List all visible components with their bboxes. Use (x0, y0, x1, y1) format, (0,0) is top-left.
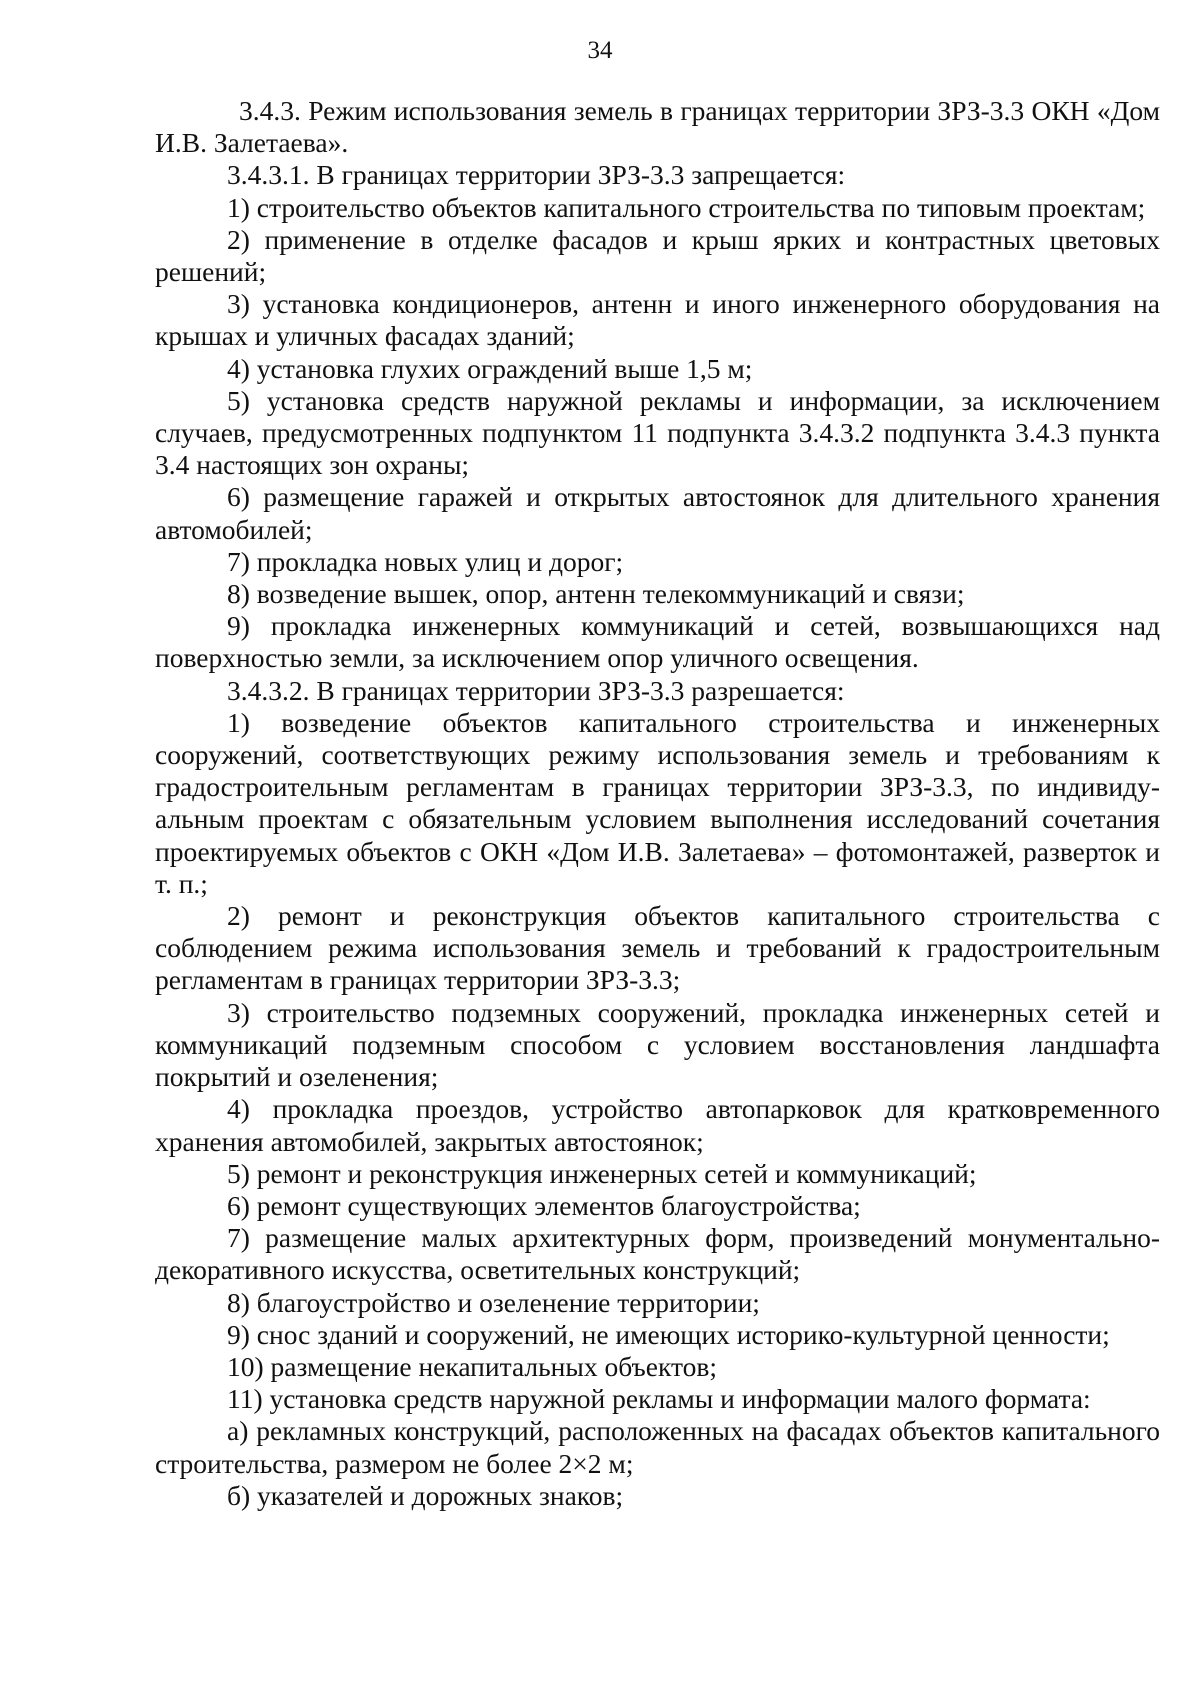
permitted-item-7: 7) размещение малых архитектурных форм, произведений монументально-декоративного искусства, осветительных конструкций; (155, 1222, 1160, 1286)
subsection-heading-prohibited: 3.4.3.1. В границах территории ЗРЗ-3.3 запрещается: (227, 159, 846, 191)
prohibited-item-3: 3) установка кондиционеров, антенн и иного инженерного оборудования на крышах и уличных фасадах зданий; (155, 288, 1160, 352)
subsection-heading-permitted: 3.4.3.2. В границах территории ЗРЗ-3.3 разрешается: (227, 674, 845, 706)
prohibited-item-9: 9) прокладка инженерных коммуникаций и сетей, возвышающихся над поверхностью земли, за исключением опор уличного освещения. (155, 610, 1160, 674)
permitted-item-1: 1) возведение объектов капитального строительства и инженерных сооружений, соответствующих режиму использования земель и требованиям к градостроительным регламентам в границах территории ЗРЗ-3.3, по индивидуальным проектам с обязательным условием выполнения исследований сочетания проектируемых объектов с ОКН «Дом И.В. Залетаева» – фотомонтажей, разверток и т. п.; (155, 706, 1160, 899)
section-heading-3-4-3: 3.4.3. Режим использования земель в границах территории ЗРЗ-3.3 ОКН «Дом И.В. Залетаева». (155, 95, 1160, 159)
permitted-item-11: 11) установка средств наружной рекламы и информации малого формата: (227, 1383, 1091, 1415)
permitted-item-4: 4) прокладка проездов, устройство автопарковок для кратковременного хранения автомобилей, закрытых автостоянок; (155, 1093, 1160, 1157)
permitted-item-3: 3) строительство подземных сооружений, прокладка инженерных сетей и коммуникаций подземным способом с условием восстановления ландшафта покрытий и озеленения; (155, 996, 1160, 1093)
prohibited-item-6: 6) размещение гаражей и открытых автостоянок для длительного хранения автомобилей; (155, 481, 1160, 545)
permitted-item-6: 6) ремонт существующих элементов благоустройства; (227, 1189, 861, 1221)
prohibited-item-2: 2) применение в отделке фасадов и крыш ярких и контрастных цветовых решений; (155, 223, 1160, 288)
permitted-item-5: 5) ремонт и реконструкция инженерных сетей и коммуникаций; (227, 1157, 977, 1189)
prohibited-item-5: 5) установка средств наружной рекламы и информации, за исключением случаев, предусмотренных подпунктом 11 подпункта 3.4.3.2 подпункта 3.4.3 пункта 3.4 настоящих зон охраны; (155, 384, 1160, 481)
prohibited-item-1: 1) строительство объектов капитального строительства по типовым проектам; (227, 191, 1146, 223)
prohibited-item-8: 8) возведение вышек, опор, антенн телекоммуникаций и связи; (227, 578, 965, 610)
prohibited-item-4: 4) установка глухих ограждений выше 1,5 м; (227, 352, 753, 384)
permitted-item-2: 2) ремонт и реконструкция объектов капитального строительства с соблюдением режима использования земель и требований к градостроительным регламентам в границах территории ЗРЗ-3.3; (155, 900, 1160, 996)
permitted-item-9: 9) снос зданий и сооружений, не имеющих историко-культурной ценности; (227, 1318, 1110, 1350)
page-number: 34 (587, 37, 613, 64)
document-body (155, 95, 1160, 1512)
permitted-item-11-a: а) рекламных конструкций, расположенных на фасадах объектов капитального строительства, размером не более 2×2 м; (155, 1415, 1160, 1479)
prohibited-item-7: 7) прокладка новых улиц и дорог; (227, 545, 624, 577)
permitted-item-10: 10) размещение некапитальных объектов; (227, 1350, 718, 1382)
permitted-item-8: 8) благоустройство и озеленение территории; (227, 1286, 760, 1318)
permitted-item-11-b: б) указателей и дорожных знаков; (227, 1479, 624, 1511)
